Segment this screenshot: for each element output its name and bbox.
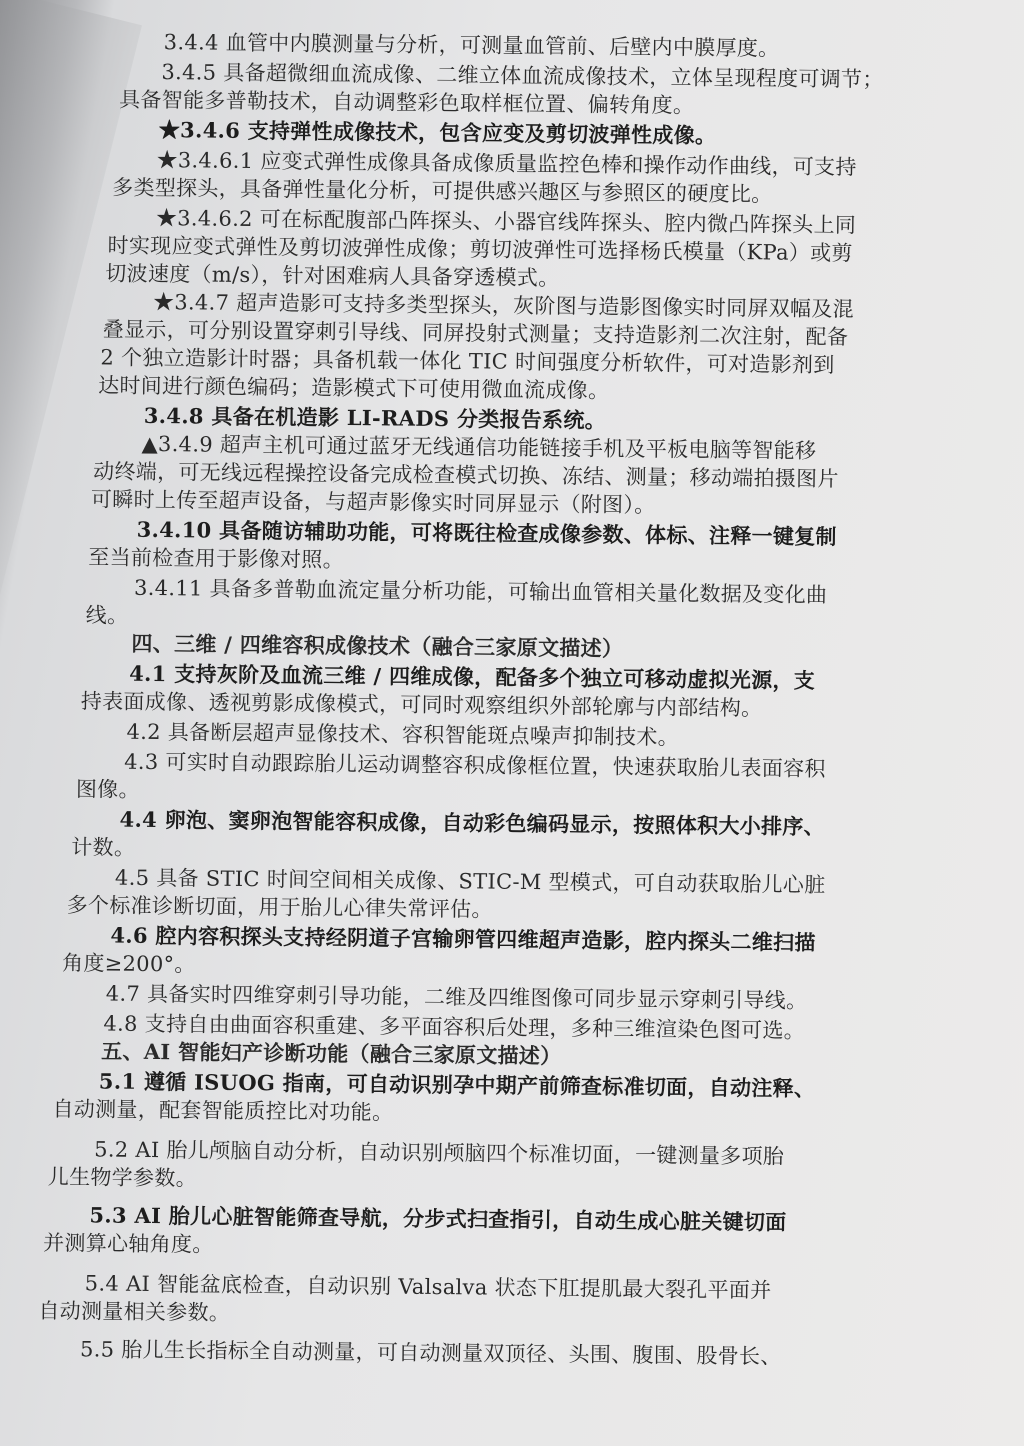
text-line: 叠显示，可分别设置穿刺引导线、同屏投射式测量；支持造影剂二次注射，配备 (102, 317, 849, 350)
text-line: 3.4.5 具备超微细血流成像、二维立体血流成像技术，立体呈现程度可调节； (161, 60, 884, 92)
text-line: 持表面成像、透视剪影成像模式，可同时观察组织外部轮廓与内部结构。 (80, 689, 763, 721)
text-line: ▲3.4.9 超声主机可通过蓝牙无线通信功能链接手机及平板电脑等智能移 (141, 431, 817, 463)
text-line: 动终端，可无线远程操控设备完成检查模式切换、冻结、测量；移动端拍摄图片 (93, 459, 839, 492)
text-line: 3.4.10 具备随访辅助功能，可将既往检查成像参数、体标、注释一键复制 (136, 516, 837, 550)
text-line: 5.3 AI 胎儿心脏智能筛查导航，分步式扫查指引，自动生成心脏关键切面 (89, 1202, 787, 1235)
text-line: 4.3 可实时自动跟踪胎儿运动调整容积成像框位置，快速获取胎儿表面容积 (124, 749, 826, 782)
text-line: 5.1 遵循 ISUOG 指南，可自动识别孕中期产前筛查标准切面，自动注释、 (98, 1068, 816, 1101)
text-line: 2 个独立造影计时器；具备机载一体化 TIC 时间强度分析软件，可对造影剂到 (100, 345, 835, 378)
text-line: ★3.4.6 支持弹性成像技术，包含应变及剪切波弹性成像。 (158, 117, 717, 148)
text-line: 儿生物学参数。 (47, 1164, 198, 1191)
section-heading: 五、AI 智能妇产诊断功能（融合三家原文描述） (101, 1038, 562, 1069)
text-line: 并测算心轴角度。 (43, 1230, 214, 1257)
text-line: 计数。 (71, 835, 136, 860)
text-line: 4.7 具备实时四维穿刺引导功能，二维及四维图像可同步显示穿刺引导线。 (105, 981, 808, 1013)
text-line: 多个标准诊断切面，用于胎儿心律失常评估。 (66, 893, 493, 922)
text-line: 3.4.11 具备多普勒血流定量分析功能，可输出血管相关量化数据及变化曲 (133, 575, 828, 608)
text-line: 时实现应变式弹性及剪切波弹性成像；剪切波弹性可选择杨氏模量（KPa）或剪 (107, 233, 853, 266)
text-line: 3.4.8 具备在机造影 LI-RADS 分类报告系统。 (143, 402, 607, 433)
text-line: 至当前检查用于影像对照。 (88, 545, 345, 572)
text-line: 5.2 AI 胎儿颅脑自动分析，自动识别颅脑四个标准切面，一键测量多项胎 (94, 1137, 785, 1169)
text-line: 多类型探头，具备弹性量化分析，可提供感兴趣区与参照区的硬度比。 (112, 175, 773, 207)
text-line: 角度≥200°。 (61, 951, 196, 977)
text-line: 4.5 具备 STIC 时间空间相关成像、STIC-M 型模式，可自动获取胎儿心脏 (114, 865, 826, 898)
text-line: 4.4 卵泡、窦卵泡智能容积成像，自动彩色编码显示，按照体积大小排序、 (119, 806, 826, 840)
section-heading: 四、三维 / 四维容积成像技术（融合三家原文描述） (131, 630, 624, 661)
text-line: ★3.4.7 超声造影可支持多类型探头，灰阶图与造影图像实时同屏双幅及混 (152, 289, 855, 322)
document-page (38, 18, 962, 1446)
text-line: 4.6 腔内容积探头支持经阴道子宫输卵管四维超声造影，腔内探头二维扫描 (110, 922, 816, 955)
text-line: 具备智能多普勒技术，自动调整彩色取样框位置、偏转角度。 (119, 87, 695, 118)
text-line: ★3.4.6.1 应变式弹性成像具备成像质量监控色棒和操作动作曲线，可支持 (156, 147, 857, 180)
text-line: 可瞬时上传至超声设备，与超声影像实时同屏显示（附图）。 (90, 487, 656, 518)
text-line: 4.8 支持自由曲面容积重建、多平面容积后处理，多种三维渲染色图可选。 (103, 1011, 806, 1043)
text-line: 自动测量，配套智能质控比对功能。 (52, 1096, 394, 1125)
text-line: 3.4.4 血管中内膜测量与分析，可测量血管前、后壁内中膜厚度。 (163, 30, 780, 61)
text-line: 5.5 胎儿生长指标全自动测量，可自动测量双顶径、头围、腹围、股骨长、 (79, 1337, 782, 1369)
text-line: 4.1 支持灰阶及血流三维 / 四维成像，配备多个独立可移动虚拟光源，支 (129, 660, 816, 693)
text-line: 达时间进行颜色编码；造影模式下可使用微血流成像。 (98, 373, 610, 403)
text-line: 5.4 AI 智能盆底检查，自动识别 Valsalva 状态下肛提肌最大裂孔平面并 (84, 1271, 772, 1303)
text-line: 线。 (85, 603, 129, 628)
text-line: 4.2 具备断层超声显像技术、容积智能斑点噪声抑制技术。 (126, 719, 680, 750)
text-line: 自动测量相关参数。 (38, 1298, 231, 1325)
text-line: ★3.4.6.2 可在标配腹部凸阵探头、小器官线阵探头、腔内微凸阵探头上同 (155, 205, 857, 238)
text-line: 切波速度（m/s），针对困难病人具备穿透模式。 (105, 261, 560, 291)
text-line: 图像。 (75, 777, 140, 802)
